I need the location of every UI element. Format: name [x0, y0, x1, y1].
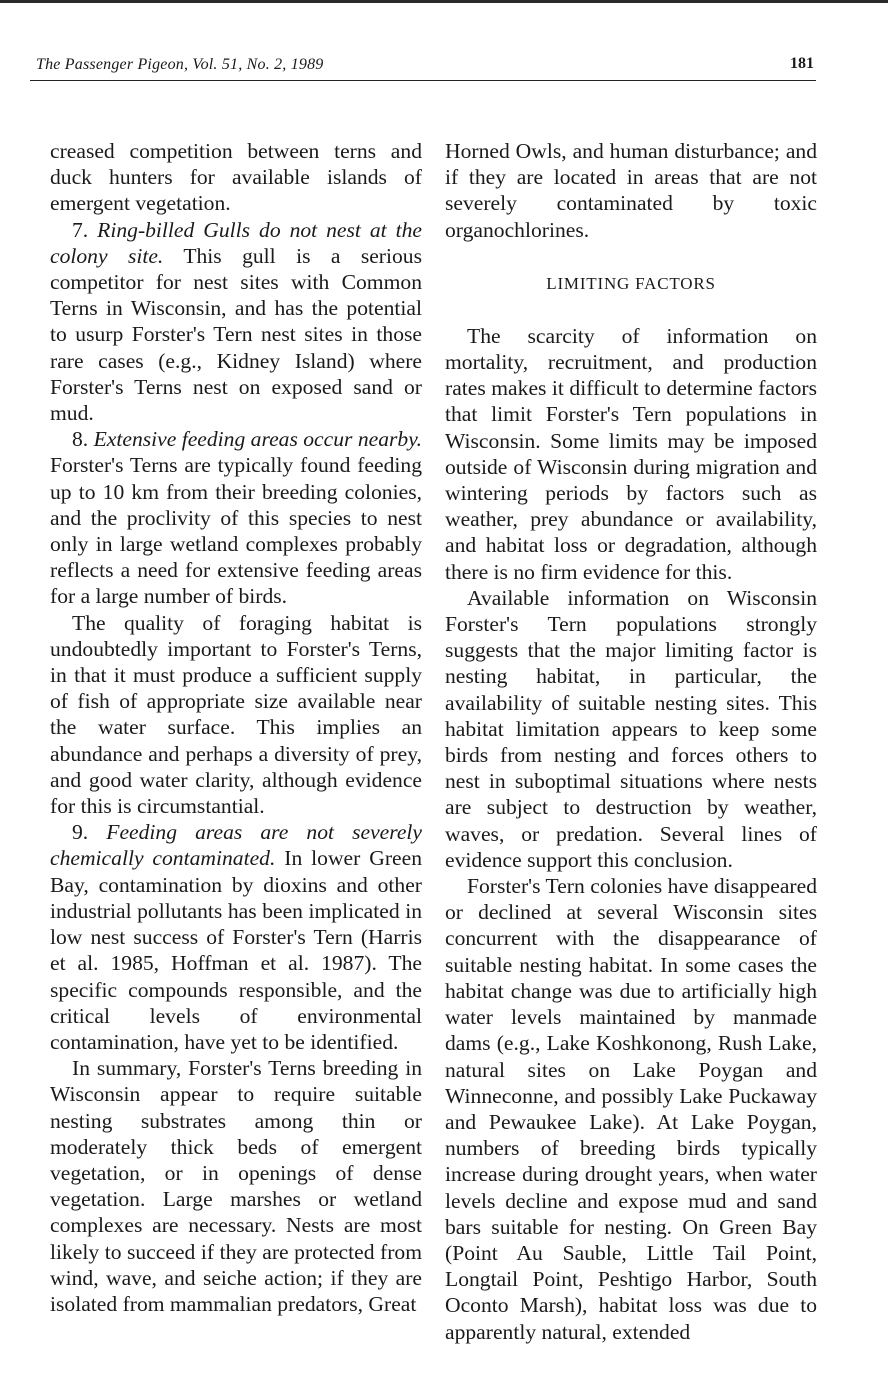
scan-top-edge	[0, 0, 888, 3]
criterion-text: This gull is a serious competitor for nest sites with Common Terns in Wisconsin, and has the potential to usurp Forster's Tern nest sites in those rare cases (e.g., Kidney Island) where Forster's Terns nest on exposed sand or mud.	[50, 243, 422, 426]
criterion-number: 9.	[72, 820, 107, 845]
page-number: 181	[790, 55, 814, 72]
criterion-title: Feeding areas are not severely chemically contaminated.	[50, 820, 423, 871]
foraging-habitat-paragraph: The quality of foraging habitat is undoubtedly important to Forster's Terns, in that it must produce a sufficient supply of fish of appropriate size available near the water surface. This implies an abundance and perhaps a diversity of prey, and good water clarity, although evidence for this is circumstantial.	[50, 610, 422, 819]
limiting-factors-paragraph-3: Forster's Tern colonies have disappeared or declined at several Wisconsin sites concurrent with the disappearance of suitable nesting habitat. In some cases the habitat change was due to artificially high water levels maintained by manmade dams (e.g., Lake Koshkonong, Rush Lake, natural sites on Lake Poygan and Winneconne, and possibly Lake Puckaway and Pewaukee Lake). At Lake Poygan, numbers of breeding birds typically increase during drought years, when water levels decline and expose mud and sand bars suitable for nesting. On Green Bay (Point Au Sauble, Little Tail Point, Longtail Point, Peshtigo Harbor, South Oconto Marsh), habitat loss was due to apparently natural, extended	[445, 874, 817, 1344]
paragraph-continued: creased competition between terns and duck hunters for available islands of emergent vegetation.	[50, 139, 422, 216]
summary-paragraph: In summary, Forster's Terns breeding in Wisconsin appear to require suitable nesting substrates among thin or moderately thick beds of emergent vegetation, or in openings of dense vegetation. Large marshes or wetland complexes are necessary. Nests are most likely to succeed if they are protected from wind, wave, and seiche action; if they are isolated from mammalian predators, Great	[50, 1056, 422, 1316]
limiting-factors-paragraph-1: The scarcity of information on mortality, recruitment, and production rates makes it difficult to determine factors that limit Forster's Tern populations in Wisconsin. Some limits may be imposed outside of Wisconsin during migration and wintering periods by factors such as weather, prey abundance or availability, and habitat loss or degradation, although there is no firm evidence for this.	[445, 323, 817, 584]
criterion-7-paragraph	[50, 217, 422, 427]
criterion-number: 7.	[72, 217, 98, 242]
section-heading: LIMITING FACTORS	[546, 273, 716, 293]
criterion-text: Forster's Terns are typically found feeding up to 10 km from their breeding colonies, and the proclivity of this species to nest only in large wetland complexes probably reflects a need for extensive feeding areas for a large number of birds.	[50, 453, 422, 609]
criterion-9-paragraph	[50, 819, 422, 1055]
criterion-number: 8.	[72, 427, 94, 452]
page-header	[30, 52, 816, 81]
paragraph-continued: Horned Owls, and human disturbance; and if they are located in areas that are not severely contaminated by toxic organochlorines.	[445, 139, 817, 242]
right-column	[445, 138, 817, 1345]
running-head: The Passenger Pigeon, Vol. 51, No. 2, 1989	[36, 56, 324, 73]
criterion-text: In lower Green Bay, contamination by dioxins and other industrial pollutants has been implicated in low nest success of Forster's Tern (Harris et al. 1985, Hoffman et al. 1987). The specific compounds responsible, and the critical levels of environmental contamination, have yet to be identified.	[50, 846, 422, 1054]
criterion-title: Ring-billed Gulls do not nest at the colony site.	[50, 217, 423, 268]
criterion-8-paragraph	[50, 426, 422, 609]
left-column	[50, 138, 422, 1317]
limiting-factors-paragraph-2: Available information on Wisconsin Forster's Tern populations strongly suggests that the major limiting factor is nesting habitat, in particular, the availability of suitable nesting sites. This habitat limitation appears to keep some birds from nesting and forces others to nest in suboptimal situations where nests are subject to destruction by weather, waves, or predation. Several lines of evidence support this conclusion.	[445, 585, 817, 872]
criterion-title: Extensive feeding areas occur nearby.	[93, 427, 422, 452]
